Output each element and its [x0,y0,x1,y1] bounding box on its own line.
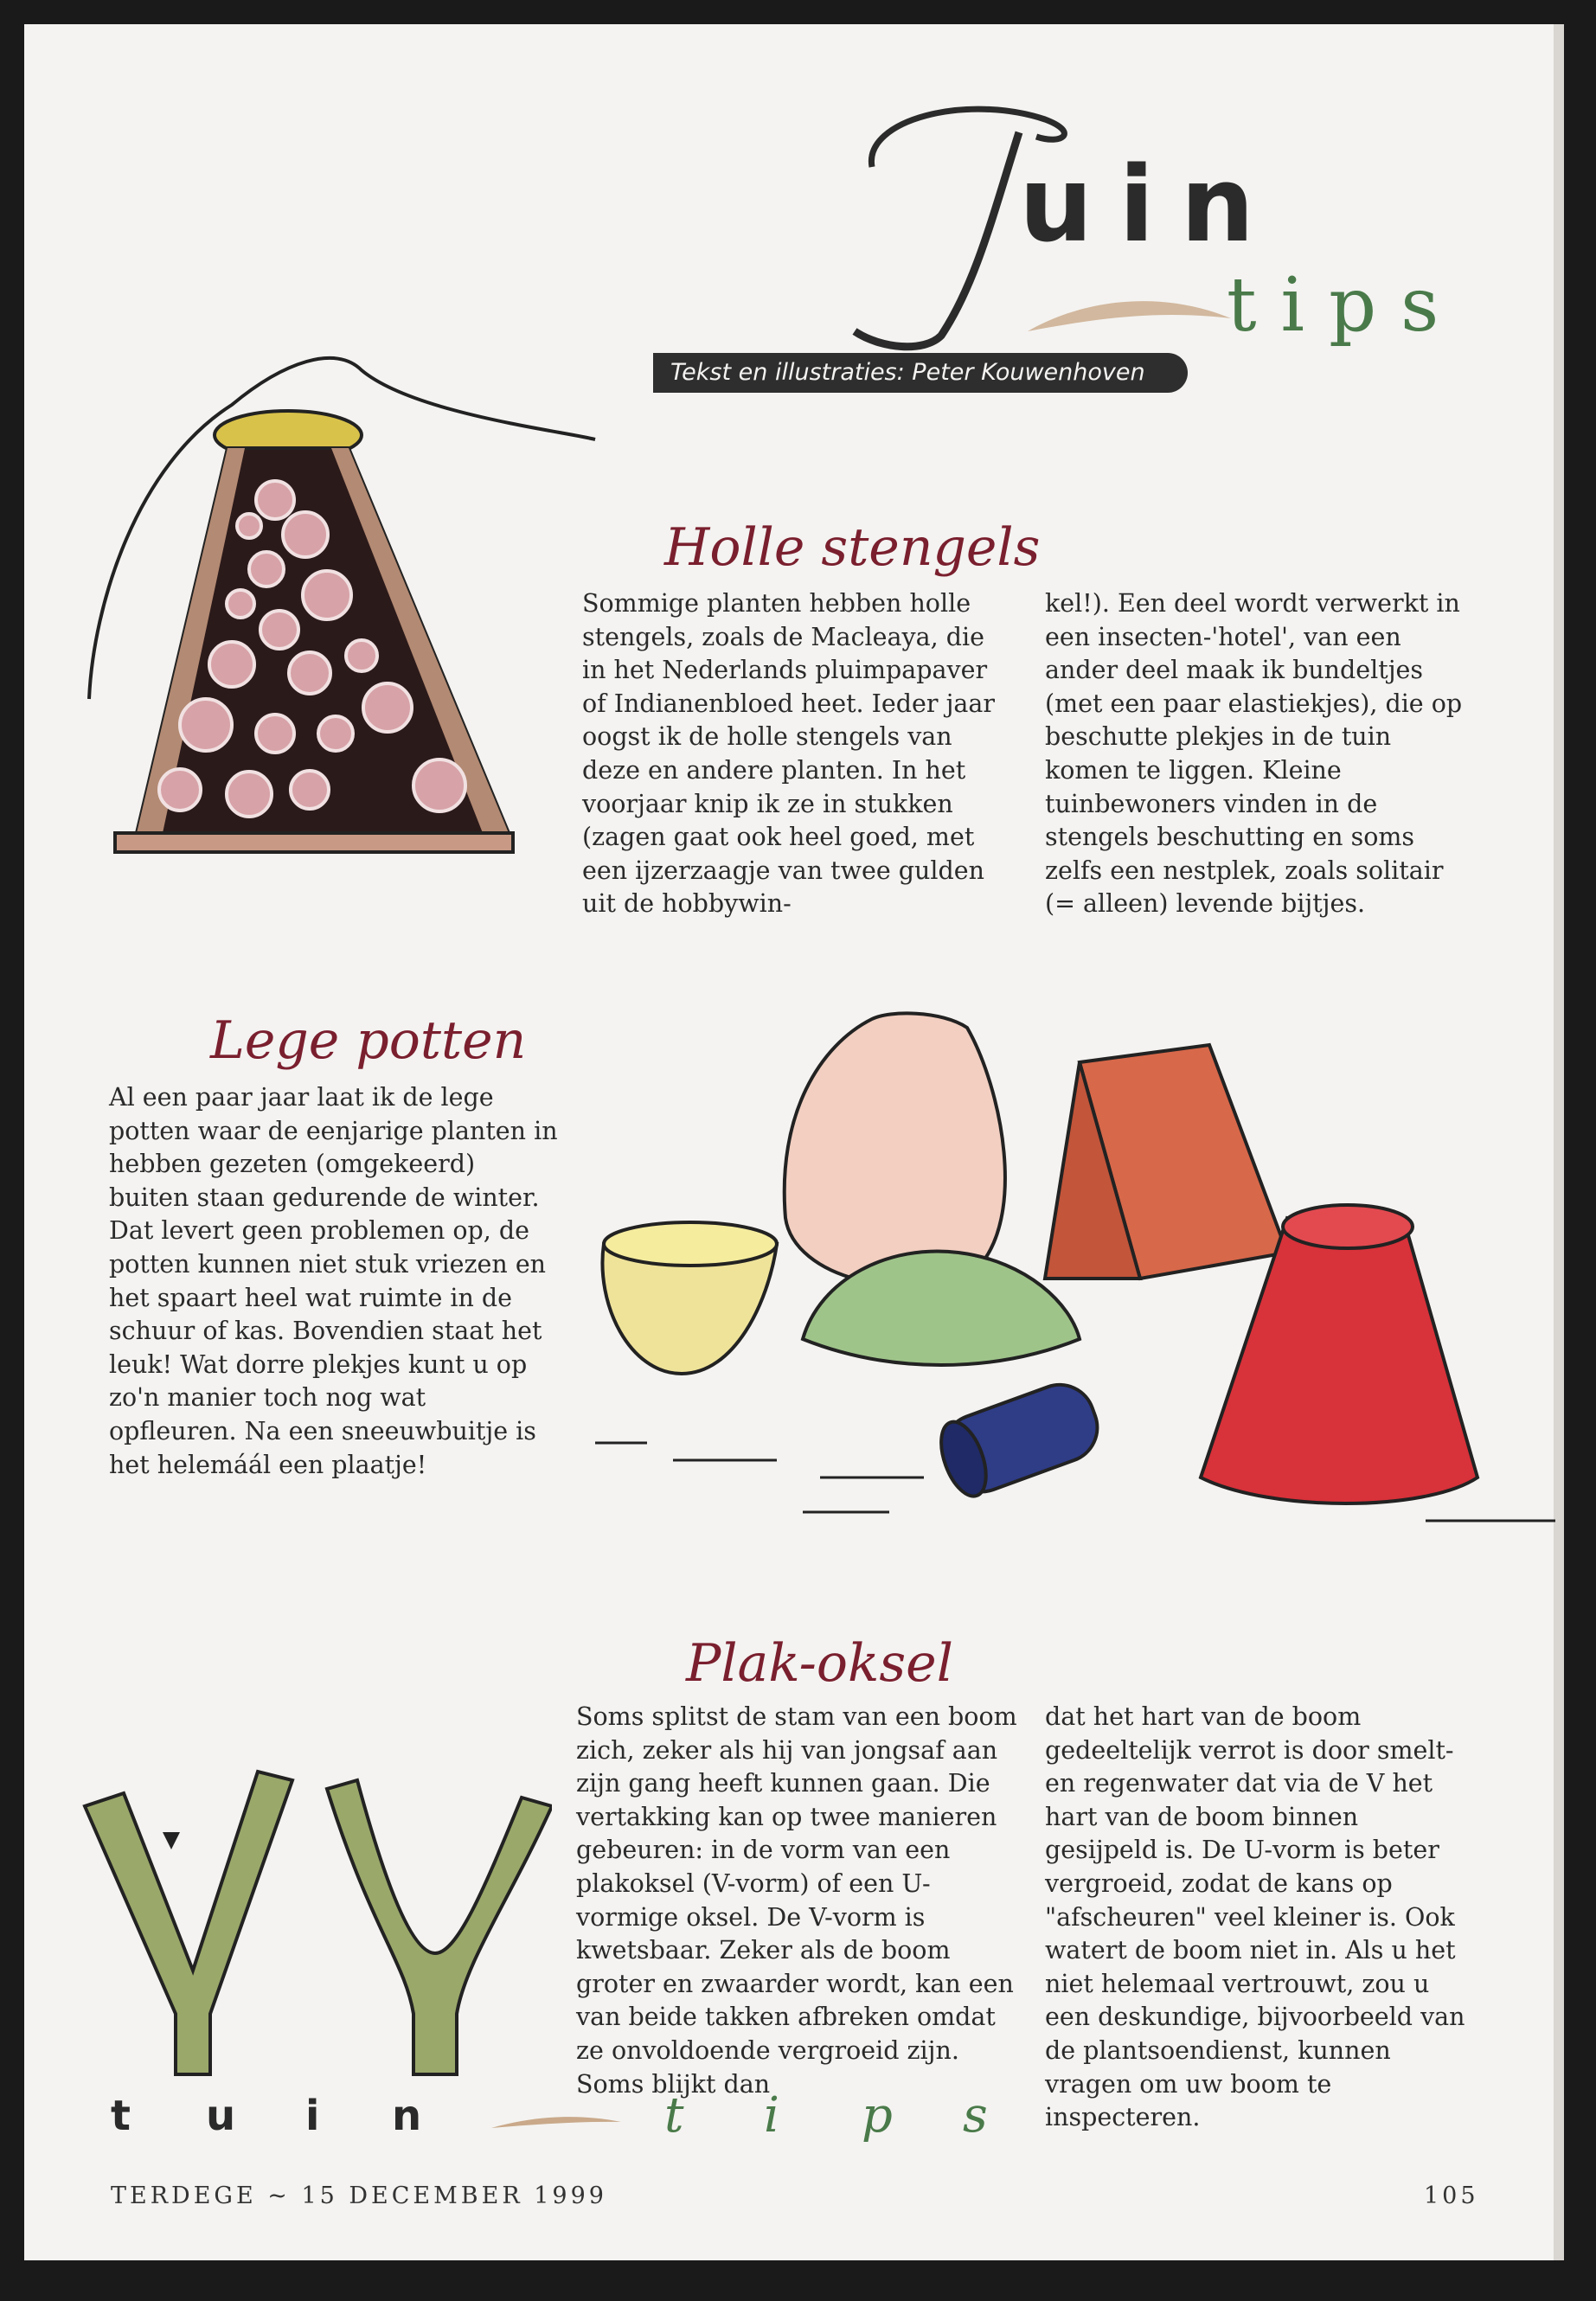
tree-fork-illustration [42,1754,552,2083]
paragraph: kel!). Een deel wordt verwerkt in een insecten-'hotel', van een ander deel maak ik bundeltjes (met een paar elastiekjes), die op beschutte plekjes in de tuin komen te liggen. Kleine tuinbewoners vinden in de stengels beschutting en soms zelfs een nestplek, zoals solitair (= alleen) levende bijtjes. [1045,589,1463,919]
paragraph: dat het hart van de boom gedeeltelijk verrot is door smelt- en regenwater dat via de V het hart van de boom binnen gesijpeld is. De U-vorm is beter vergroeid, zodat de kans op "afscheuren" veel kleiner is. Ook watert de boom niet in. Als u het niet helemaal vertrouwt, zou u een deskundige, bijvoorbeeld van de plantsoendienst, kunnen vragen om uw boom te inspecteren. [1045,1702,1465,2132]
section-text-col1 [109,1081,559,1482]
section-heading: Plak-oksel [686,1633,953,1694]
credit-bar: Tekst en illustraties: Peter Kouwenhoven [653,353,1188,393]
footer-tuin-letter: n [392,2092,422,2140]
footer-tips-letter: i [764,2087,779,2144]
footer-tuin-letter: i [305,2092,320,2140]
paragraph: Al een paar jaar laat ik de lege potten waar de eenjarige planten in hebben gezeten (omgekeerd) buiten staan gedurende de winter. Dat levert geen problemen op, de potten kunnen niet stuk vriezen en het spaart heel wat ruimte in de schuur of kas. Bovendien staat het leuk! Wat dorre plekjes kunt u op zo'n manier toch nog wat opfleuren. Na een sneeuwbuitje is het helemáál een plaatje! [109,1083,558,1479]
brush-stroke-decoration [1028,284,1235,344]
insect-hotel-illustration [76,310,630,872]
footer-brush-stroke [491,2109,621,2135]
footer-tuin-letter: u [206,2092,236,2140]
pots-illustration [561,993,1555,1599]
title-sub: tips [1227,262,1464,349]
title-cap: T [846,85,847,86]
section-heading: Lege potten [210,1010,527,1071]
section-text-col2 [1045,587,1477,921]
section-heading: Holle stengels [664,517,1041,578]
arrow-down-icon [163,1832,180,1849]
section-text-col1 [576,1701,1017,2101]
magazine-page [24,24,1564,2260]
footer-tips-letter: s [963,2087,988,2144]
footer-tuin-letter: t [111,2092,131,2140]
paragraph: Sommige planten hebben holle stengels, zoals de Macleaya, die in het Nederlands pluimpapaver of Indianenbloed heet. Ieder jaar oogst ik de holle stengels van deze en andere planten. In het voorjaar knip ik ze in stukken (zagen gaat ook heel goed, met een ijzerzaagje van twee gulden uit de hobbywin- [582,589,996,919]
paragraph: Soms splitst de stam van een boom zich, zeker als hij van jongsaf aan zijn gang heeft kunnen gaan. Die vertakking kan op twee manieren gebeuren: in de vorm van een plakoksel (V-vorm) of een U-vormige oksel. De V-vorm is kwetsbaar. Zeker als de boom groter en zwaarder wordt, kan een van beide takken afbreken omdat ze onvoldoende vergroeid zijn. Soms blijkt dan [576,1702,1017,2099]
title-main: uin [1019,145,1280,266]
footer-tips-letter: p [862,2087,893,2144]
footer-tips-letter: t [664,2087,684,2144]
section-text-col1 [582,587,1015,921]
publication-line: TERDEGE ~ 15 DECEMBER 1999 [111,2182,607,2209]
page-number: 105 [1424,2182,1479,2209]
section-text-col2 [1045,1701,1477,2135]
